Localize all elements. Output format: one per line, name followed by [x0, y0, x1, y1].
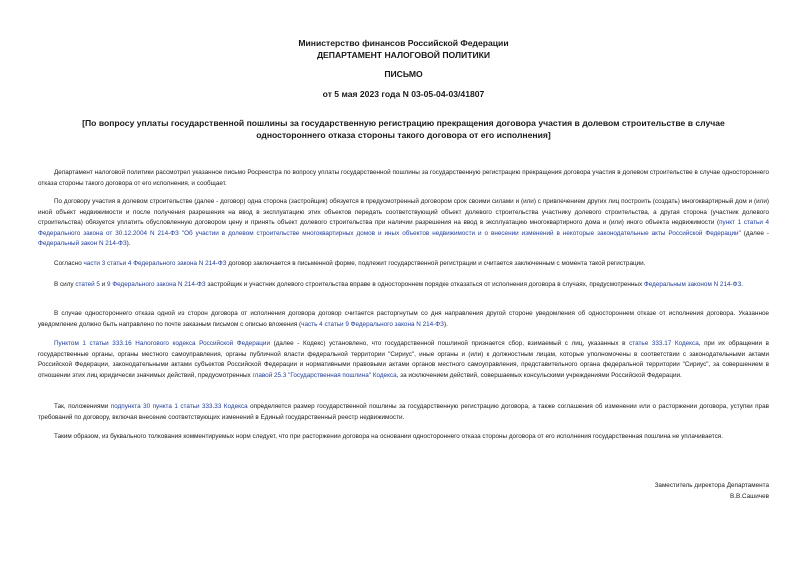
- subject-line-1: [По вопросу уплаты государственной пошлины за государственную регистрацию прекращения договора участия в долевом строительстве в случае: [82, 118, 725, 128]
- paragraph-text: По договору участия в долевом строительстве (далее - договор) одна сторона (застройщик) обязуется в предусмотренный договором срок своими силами и (или) с привлечением других лиц построить (создать) многоквартирный дом и (или) иной объект недвижимости и после получения разрешения на ввод в эксплуатацию этих объектов передать соответствующий объект долевого строительства участнику долевого строительства, а другая сторона (участник долевого строительства) обязуется уплатить обусловленную договором цену и принять объект долевого строительства при наличии разрешения на ввод в эксплуатацию многоквартирного дома и (или) иного объекта недвижимости (: [38, 198, 769, 227]
- paragraph-text: (далее -: [740, 229, 769, 237]
- department-name: ДЕПАРТАМЕНТ НАЛОГОВОЙ ПОЛИТИКИ: [316, 50, 491, 60]
- paragraph-text: и: [99, 281, 108, 288]
- signatory-name: В.В.Сашичев: [729, 493, 769, 500]
- paragraph-7: [38, 402, 769, 423]
- paragraph-text: (далее - Кодекс) установлено, что государственной пошлиной признается сбор, взимаемый с лиц, указанных в: [270, 340, 630, 347]
- paragraph-6: [38, 339, 769, 381]
- paragraph-5: [38, 309, 769, 330]
- paragraph-8: [38, 432, 769, 443]
- paragraph-3: [38, 259, 769, 270]
- paragraph-text: застройщик и участник долевого строительства вправе в одностороннем порядке отказаться от исполнения договора в случаях, предусмотренных: [205, 281, 644, 288]
- law-link-214fz[interactable]: Федеральный закон N 214-ФЗ: [38, 240, 127, 248]
- issuer-block: [0, 37, 807, 61]
- paragraph-text: , при их обращении в государственные органы, органы местного самоуправления, органы публичной власти федеральной территории "Сириус", иные органы и (или) к должностным лицам, которые уполномочены в соответствии с законодательными актами Российской Федерации, законодательными актами субъектов Российской Федерации и нормативными правовыми актами органов местного самоуправления, представительного органа федеральной территории "Сириус", за совершением в отношении этих лиц юридически значимых действий, предусмотренных: [38, 340, 769, 379]
- paragraph-text: В силу: [54, 281, 76, 288]
- law-link-art5[interactable]: статей 5: [75, 281, 100, 288]
- paragraph-text: Согласно: [54, 260, 84, 267]
- document-subject: [60, 117, 747, 141]
- document-date-number: от 5 мая 2023 года N 03-05-04-03/41807: [322, 89, 485, 99]
- paragraph-1: [38, 168, 769, 189]
- paragraph-text: Департамент налоговой политики рассмотрел указанное письмо Росреестра по вопросу уплаты государственной пошлины за государственную регистрацию прекращения договора участия в долевом строительстве в случае одностороннего отказа стороны такого договора от его исполнения, и сообщает.: [38, 169, 769, 187]
- law-link-chapter-25-3[interactable]: главой 25.3 "Государственная пошлина" Кодекса: [252, 371, 397, 379]
- paragraph-text: ).: [443, 320, 448, 328]
- law-link-art9[interactable]: 9 Федерального закона N 214-ФЗ: [107, 281, 206, 288]
- law-link-214fz-art4[interactable]: пункт 1 статьи 4 Федерального закона от 30.12.2004 N 214-ФЗ "Об участии в долевом строительстве многоквартирных домов и иных объектов недвижимости и о внесении изменений в некоторые законодательные акты Российской Федерации": [38, 219, 769, 237]
- law-link-art9-part4[interactable]: часть 4 статьи 9 Федерального закона N 214-ФЗ: [301, 320, 444, 328]
- paragraph-text: Так, положениями: [54, 403, 111, 410]
- paragraph-text: определяется размер государственной пошлины за государственную регистрацию договора, а также соглашения об изменении или о расторжении договора, уступки прав требований по договору, включая внесение соответствующих изменений в Единый государственный реестр недвижимости.: [38, 403, 769, 421]
- law-link-tax-code-333-16[interactable]: Пунктом 1 статьи 333.16 Налогового кодекса Российской Федерации: [54, 340, 270, 347]
- subject-line-2: одностороннего отказа стороны такого договора от его исполнения]: [256, 130, 551, 140]
- law-link-tax-code-333-33[interactable]: подпункта 30 пункта 1 статьи 333.33 Кодекса: [110, 403, 248, 410]
- law-link-tax-code-333-17[interactable]: статье 333.17 Кодекса: [629, 340, 699, 347]
- paragraph-text: ).: [126, 240, 131, 248]
- ministry-name: Министерство финансов Российской Федерации: [298, 38, 509, 48]
- law-link-214fz-art4-part3[interactable]: части 3 статьи 4 Федерального закона N 214-ФЗ: [83, 260, 227, 267]
- paragraph-text: , за исключением действий, совершаемых консульскими учреждениями Российской Федерации.: [396, 371, 682, 379]
- paragraph-text: Таким образом, из буквального толкования комментируемых норм следует, что при расторжении договора на основании одностороннего отказа стороны договора от его исполнения государственная пошлина не уплачивается.: [54, 433, 723, 440]
- paragraph-4: [38, 280, 769, 291]
- signatory-position: Заместитель директора Департамента: [654, 482, 769, 489]
- paragraph-text: В случае одностороннего отказа одной из сторон договора от исполнения договора договор считается расторгнутым со дня направления другой стороне уведомления об одностороннем отказе от исполнения договора. Указанное уведомление должно быть направлено по почте заказным письмом с описью вложения (: [38, 310, 769, 328]
- paragraph-text: .: [741, 281, 744, 288]
- paragraph-text: договор заключается в письменной форме, подлежит государственной регистрации и считается заключенным с момента такой регистрации.: [226, 260, 646, 267]
- document-type: ПИСЬМО: [384, 69, 423, 79]
- paragraph-2: [38, 197, 769, 250]
- signature-block: [655, 480, 769, 502]
- law-link-214fz[interactable]: Федеральным законом N 214-ФЗ: [643, 281, 742, 288]
